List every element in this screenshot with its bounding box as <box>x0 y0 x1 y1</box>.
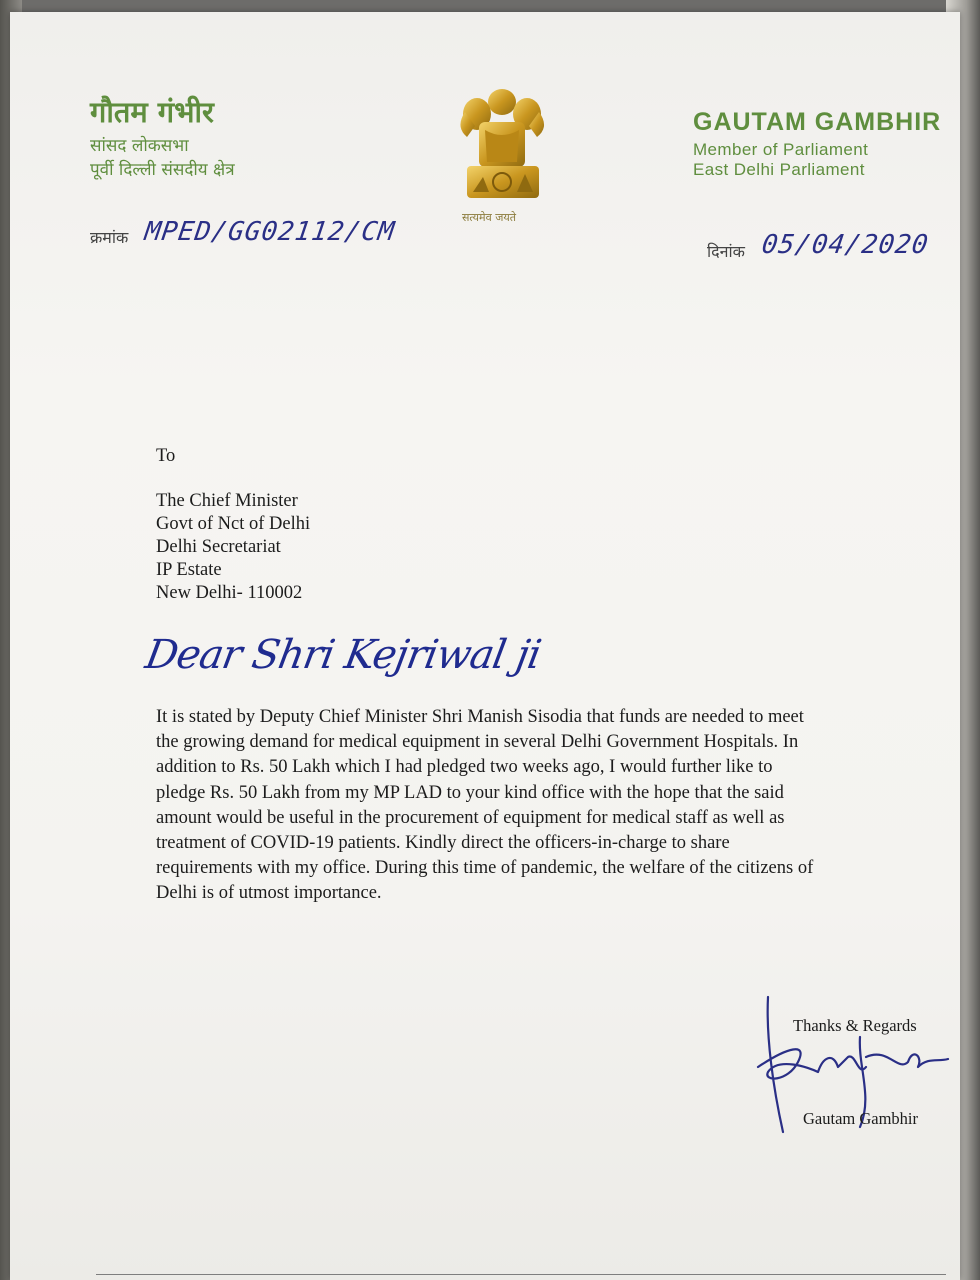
national-emblem-icon <box>455 82 550 210</box>
hindi-designation: सांसद लोकसभा <box>90 136 189 156</box>
hindi-name: गौतम गंभीर <box>90 95 214 129</box>
reference-label: क्रमांक <box>90 228 129 247</box>
address-line: The Chief Minister <box>156 491 298 511</box>
date-value: 05/04/2020 <box>759 230 931 260</box>
body-line: It is stated by Deputy Chief Minister Shri Manish Sisodia that funds are needed to meet <box>156 707 804 727</box>
date-label: दिनांक <box>707 242 745 261</box>
body-line: Delhi is of utmost importance. <box>156 883 382 904</box>
letter-page <box>10 12 960 1280</box>
address-line: Delhi Secretariat <box>156 537 281 557</box>
address-line: Govt of Nct of Delhi <box>156 514 311 534</box>
body-line: requirements with my office. During this time of pandemic, the welfare of the citizens of <box>156 858 814 879</box>
footer-divider <box>96 1274 946 1275</box>
english-designation: Member of Parliament <box>693 140 869 159</box>
closing-text: Thanks & Regards <box>793 1016 917 1035</box>
body-line: amount would be useful in the procurement of equipment for medical staff as well as <box>156 807 785 828</box>
english-name: GAUTAM GAMBHIR <box>693 108 942 136</box>
body-line: addition to Rs. 50 Lakh which I had pledged two weeks ago, I would further like to <box>156 757 773 778</box>
to-line: To <box>156 446 176 466</box>
letter-body <box>156 705 946 907</box>
address-line: IP Estate <box>156 560 222 580</box>
body-line: pledge Rs. 50 Lakh from my MP LAD to your kind office with the hope that the said <box>156 782 784 803</box>
hindi-constituency: पूर्वी दिल्ली संसदीय क्षेत्र <box>90 160 235 180</box>
handwritten-salutation: Dear Shri Kejriwal ji <box>141 632 544 678</box>
emblem-motto: सत्यमेव जयते <box>462 211 517 224</box>
signatory-name: Gautam Gambhir <box>803 1109 919 1128</box>
english-constituency: East Delhi Parliament <box>693 160 865 179</box>
address-line: New Delhi- 110002 <box>156 583 303 603</box>
reference-number: MPED/GG02112/CM <box>142 217 397 247</box>
body-line: treatment of COVID-19 patients. Kindly direct the officers-in-charge to share <box>156 833 730 854</box>
body-line: the growing demand for medical equipment in several Delhi Government Hospitals. In <box>156 732 799 753</box>
